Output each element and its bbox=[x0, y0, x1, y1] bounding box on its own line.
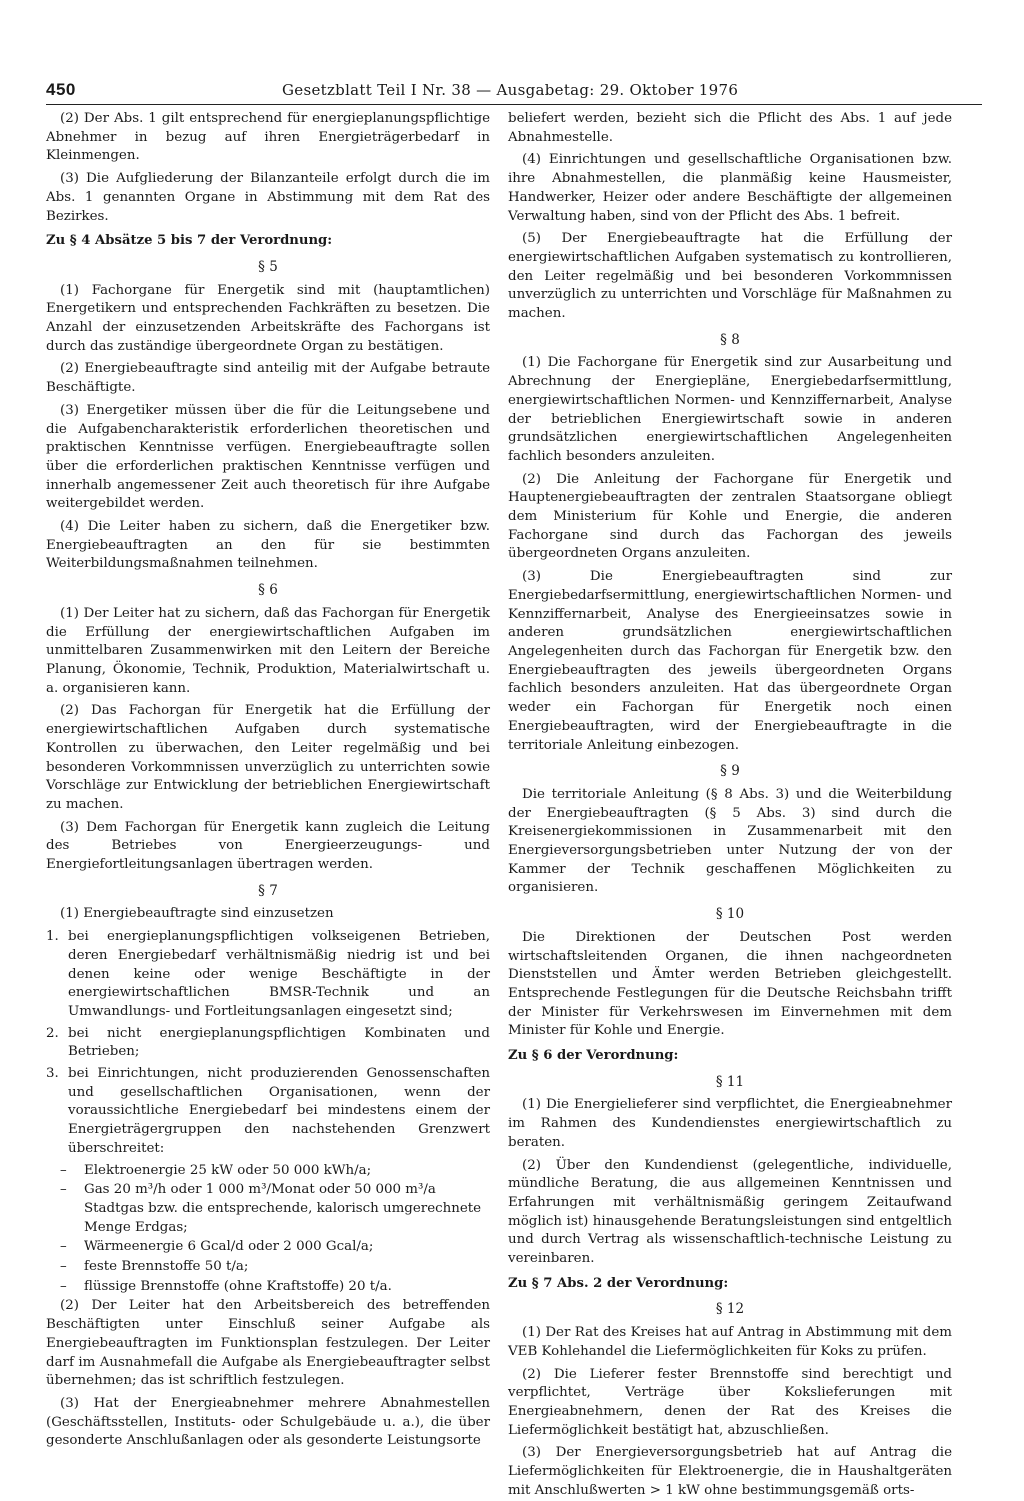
paragraph: (1) Die Energielieferer sind verpflichtet, die Energieabnehmer im Rahmen des Kundendienstes energiewirtschaftlich zu beraten. bbox=[508, 1097, 952, 1150]
dash-marker: – bbox=[60, 1182, 67, 1198]
threshold-item bbox=[46, 1162, 490, 1181]
paragraph: (4) Einrichtungen und gesellschaftliche Organisationen bzw. ihre Abnahmestellen, die planmäßig keine Hausmeister, Handwerker, Heizer oder andere Beschäftigte der allgemeinen Verwaltung haben, sind von der Pflicht des Abs. 1 befreit. bbox=[508, 152, 952, 224]
paragraph: (3) Energetiker müssen über die für die Leitungsebene und die Aufgabencharakteristik erforderlichen theoretischen und praktischen Kenntnisse verfügen. Energiebeauftragte sollen über die erforderlichen praktischen Kenntnisse verfügen und innerhalb angemessener Zeit auch theoretisch für ihre Aufgabe weitergebildet werden. bbox=[46, 402, 490, 512]
paragraph: (2) Über den Kundendienst (gelegentliche, individuelle, mündliche Beratung, die aus allgemeinen Kenntnissen und Erfahrungen mit verhältnismäßig geringem Zeitaufwand möglich ist) hinausgehende Beratungsleistungen sind entgeltlich und durch Vertrag als wissenschaftlich-technische Leistung zu vereinbaren. bbox=[508, 1157, 952, 1267]
section-heading: Zu § 7 Abs. 2 der Verordnung: bbox=[508, 1275, 729, 1291]
paragraph: (4) Die Leiter haben zu sichern, daß die Energetiker bzw. Energiebeauftragten an den für sie bestimmten Weiterbildungsmaßnahmen teilnehmen. bbox=[46, 519, 490, 572]
section-heading: Zu § 6 der Verordnung: bbox=[508, 1048, 679, 1064]
list-item-number: 1. bbox=[46, 929, 59, 945]
paragraph: (3) Der Energieversorgungsbetrieb hat auf Antrag die Liefermöglichkeiten für Elektroenergie, die in Haushaltgeräten mit Anschlußwerten > 1 kW ohne bestimmungsgemäß orts- bbox=[508, 1445, 952, 1498]
list-item bbox=[46, 928, 490, 1022]
section-number: § 5 bbox=[258, 258, 278, 275]
list-item-text: bei nicht energieplanungspflichtigen Kombinaten und Betrieben; bbox=[68, 1025, 490, 1060]
threshold-text: Elektroenergie 25 kW oder 50 000 kWh/a; bbox=[84, 1162, 372, 1178]
list-item-number: 2. bbox=[46, 1025, 59, 1041]
section-number: § 7 bbox=[258, 882, 278, 899]
paragraph: (2) Das Fachorgan für Energetik hat die Erfüllung der energiewirtschaftlichen Aufgaben durch systematische Kontrollen zu überwachen, den Leiter regelmäßig und bei besonderen Vorkommnissen unverzüglich zu unterrichten sowie Vorschläge zur Entwicklung der betrieblichen Energiewirtschaft zu machen. bbox=[46, 703, 490, 812]
list-item-text: bei Einrichtungen, nicht produzierenden Genossenschaften und gesellschaftlichen Organisationen, wenn der voraussichtliche Energiebedarf bei mindestens einem der Energieträgergruppen den nachstehenden Grenzwert überschreitet: bbox=[68, 1066, 490, 1156]
header-title: Gesetzblatt Teil I Nr. 38 — Ausgabetag: 29. Oktober 1976 bbox=[282, 81, 739, 99]
paragraph: (1) Fachorgane für Energetik sind mit (hauptamtlichen) Energetikern und entsprechenden Fachkräften zu besetzen. Die Anzahl der einzusetzenden Arbeitskräfte des Fachorgans ist durch das zuständige übergeordnete Organ zu bestätigen. bbox=[46, 282, 490, 354]
threshold-item bbox=[46, 1181, 490, 1237]
paragraph: (2) Die Lieferer fester Brennstoffe sind berechtigt und verpflichtet, Verträge über Kokslieferungen mit Energieabnehmern, denen der Rat des Kreises die Liefermöglichkeit bestätigt hat, abzuschließen. bbox=[508, 1366, 952, 1438]
paragraph: (3) Die Aufgliederung der Bilanzanteile erfolgt durch die im Abs. 1 genannten Organe in Abstimmung mit dem Rat des Bezirkes. bbox=[46, 171, 490, 224]
paragraph: (1) Der Leiter hat zu sichern, daß das Fachorgan für Energetik die Erfüllung der energiewirtschaftlichen Aufgaben im unmittelbaren Zusammenwirken mit den Leitern der Bereiche Planung, Ökonomie, Technik, Produktion, Materialwirtschaft u. a. organisieren kann. bbox=[46, 605, 490, 696]
paragraph: (2) Der Leiter hat den Arbeitsbereich des betreffenden Beschäftigten unter Einschluß seiner Aufgabe als Energiebeauftragten im Funktionsplan festzulegen. Der Leiter darf im Ausnahmefall die Aufgabe als Energiebeauftragter selbst übernehmen; das ist schriftlich festzulegen. bbox=[46, 1298, 490, 1389]
threshold-item bbox=[46, 1258, 490, 1277]
dash-marker: – bbox=[60, 1162, 67, 1178]
threshold-text: Wärmeenergie 6 Gcal/d oder 2 000 Gcal/a; bbox=[84, 1239, 374, 1255]
list-item bbox=[46, 1025, 490, 1062]
paragraph: (3) Die Energiebeauftragten sind zur Energiebedarfsermittlung, energiewirtschaftlichen Normen- und Kennziffernarbeit, Analyse des Energieeinsatzes sowie in anderen grundsätzlichen energiewirtschaftlichen Angelegenheiten durch das Fachorgan für Energetik bzw. den Energiebeauftragten des jeweils übergeordneten Organs fachlich besonders anzuleiten. Hat das übergeordnete Organ weder ein Fachorgan für Energetik noch einen Energiebeauftragten, wird der Energiebeauftragte in die territoriale Anleitung einbezogen. bbox=[508, 569, 952, 753]
header-rule bbox=[46, 104, 982, 105]
threshold-item bbox=[46, 1278, 490, 1297]
paragraph: Die territoriale Anleitung (§ 8 Abs. 3) und die Weiterbildung der Energiebeauftragten (§ 5 Abs. 3) sind durch die Kreisenergiekommissionen in Zusammenarbeit mit den Energieversorgungsbetrieben unter Nutzung der von der Kammer der Technik geschaffenen Möglichkeiten zu organisieren. bbox=[508, 786, 952, 896]
paragraph: (2) Der Abs. 1 gilt entsprechend für energieplanungspflichtige Abnehmer in bezug auf ihren Energieträgerbedarf in Kleinmengen. bbox=[46, 111, 490, 164]
section-number: § 8 bbox=[720, 331, 740, 348]
section-number: § 10 bbox=[715, 906, 745, 923]
paragraph: (2) Die Anleitung der Fachorgane für Energetik und Hauptenergiebeauftragten der zentralen Staatsorgane obliegt dem Ministerium für Kohle und Energie, die anderen Fachorgane sind durch das Fachorgan des jeweils übergeordneten Organs anzuleiten. bbox=[508, 471, 952, 562]
dash-marker: – bbox=[60, 1239, 67, 1255]
list-item-number: 3. bbox=[46, 1066, 59, 1082]
paragraph: (3) Dem Fachorgan für Energetik kann zugleich die Leitung des Betriebes von Energieerzeugungs- und Energiefortleitungsanlagen übertragen werden. bbox=[46, 819, 490, 873]
page-header bbox=[46, 80, 982, 104]
left-column bbox=[46, 110, 490, 1449]
page-number: 450 bbox=[46, 80, 76, 99]
paragraph: (5) Der Energiebeauftragte hat die Erfüllung der energiewirtschaftlichen Aufgaben systematisch zu kontrollieren, den Leiter regelmäßig und bei besonderen Vorkommnissen unverzüglich zu unterrichten und Vorschläge für Maßnahmen zu machen. bbox=[508, 231, 952, 322]
section-heading: Zu § 4 Absätze 5 bis 7 der Verordnung: bbox=[46, 233, 333, 249]
dash-marker: – bbox=[60, 1278, 67, 1294]
section-number: § 9 bbox=[720, 763, 740, 780]
paragraph: (1) Energiebeauftragte sind einzusetzen bbox=[60, 906, 334, 922]
right-column bbox=[508, 110, 952, 1498]
list-item bbox=[46, 1065, 490, 1159]
paragraph: Die Direktionen der Deutschen Post werden wirtschaftsleitenden Organen, die ihnen nachgeordneten Dienststellen und Ämter werden Betrieben gleichgestellt. Entsprechende Festlegungen für die Deutsche Reichsbahn trifft der Minister für Verkehrswesen im Einvernehmen mit dem Minister für Kohle und Energie. bbox=[508, 929, 952, 1039]
threshold-list bbox=[46, 1162, 490, 1297]
paragraph: (2) Energiebeauftragte sind anteilig mit der Aufgabe betraute Beschäftigte. bbox=[46, 361, 490, 396]
paragraph: (3) Hat der Energieabnehmer mehrere Abnahmestellen (Geschäftsstellen, Instituts- oder Schulgebäude u. a.), die über gesonderte Anschlußanlagen oder als gesonderte Leistungsorte bbox=[46, 1396, 490, 1449]
section-number: § 12 bbox=[715, 1301, 745, 1318]
dash-marker: – bbox=[60, 1259, 67, 1275]
threshold-text: flüssige Brennstoffe (ohne Kraftstoffe) 20 t/a. bbox=[84, 1278, 392, 1294]
list-item-text: bei energieplanungspflichtigen volkseigenen Betrieben, deren Energiebedarf verhältnismäßig niedrig ist und bei denen keine oder wenige Beschäftigte in der energiewirtschaftlichen BMSR-Technik und an Umwandlungs- und Fortleitungsanlagen eingesetzt sind; bbox=[68, 929, 490, 1019]
threshold-item bbox=[46, 1238, 490, 1257]
paragraph: (1) Die Fachorgane für Energetik sind zur Ausarbeitung und Abrechnung der Energiepläne, Energiebedarfsermittlung, energiewirtschaftlichen Normen- und Kennziffernarbeit, Analyse der betrieblichen Energiewirtschaft sowie in anderen grundsätzlichen energiewirtschaftlichen Angelegenheiten fachlich besonders anzuleiten. bbox=[508, 355, 952, 464]
section-number: § 6 bbox=[258, 582, 278, 599]
threshold-text: feste Brennstoffe 50 t/a; bbox=[84, 1259, 249, 1275]
paragraph: (1) Der Rat des Kreises hat auf Antrag in Abstimmung mit dem VEB Kohlehandel die Liefermöglichkeiten für Koks zu prüfen. bbox=[508, 1325, 952, 1359]
paragraph: beliefert werden, bezieht sich die Pflicht des Abs. 1 auf jede Abnahmestelle. bbox=[508, 111, 952, 145]
section-number: § 11 bbox=[715, 1073, 745, 1090]
threshold-text: Gas 20 m³/h oder 1 000 m³/Monat oder 50 000 m³/a Stadtgas bzw. die entsprechende, kalorisch umgerechnete Menge Erdgas; bbox=[84, 1182, 482, 1235]
